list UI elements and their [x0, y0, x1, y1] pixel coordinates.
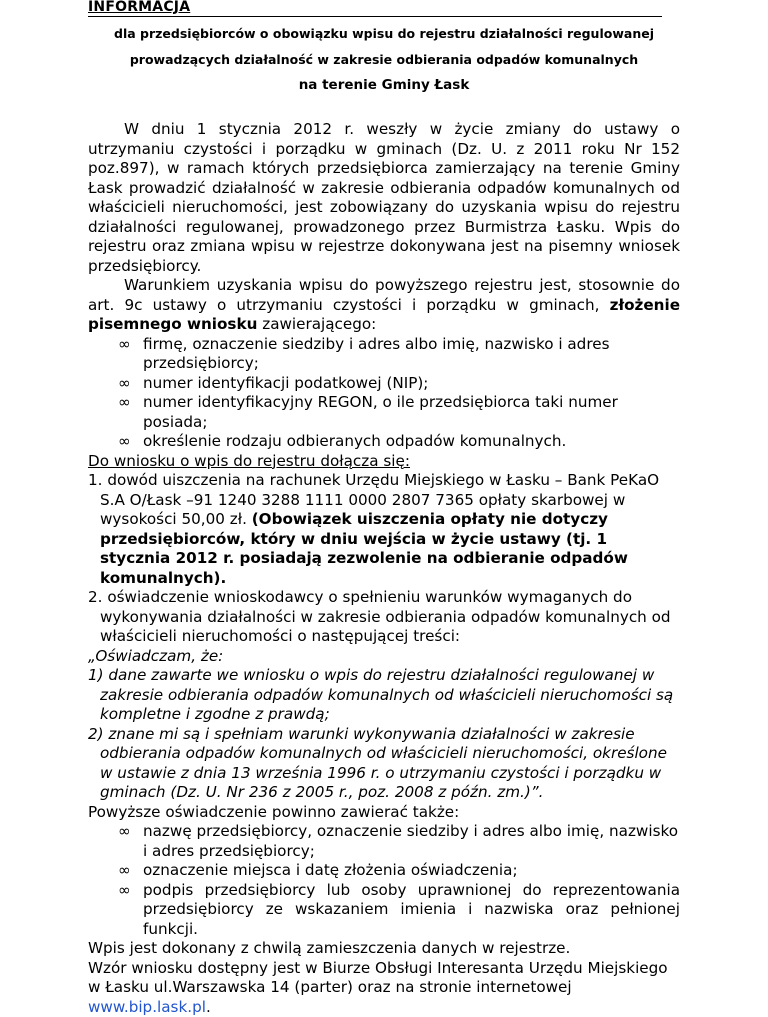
attachment-item-1 — [88, 471, 680, 588]
contents-list — [88, 335, 680, 452]
closing-end: . — [206, 998, 211, 1016]
condition-pre: Warunkiem uzyskania wpisu do powyższego rejestru jest, stosownie do art. 9c ustawy o utrzymaniu czystości i porządku w gminach, — [88, 276, 680, 314]
attachments-heading: Do wniosku o wpis do rejestru dołącza się: — [88, 452, 680, 472]
condition-paragraph — [88, 276, 680, 335]
list-item — [88, 374, 680, 394]
intro-paragraph: W dniu 1 stycznia 2012 r. weszły w życie zmiany do ustawy o utrzymaniu czystości i porządku w gminach (Dz. U. z 2011 roku Nr 152 poz.897), w ramach których przedsiębiorca zamierzający na terenie Gminy Łask prowadzić działalność w zakresie odbierania odpadów komunalnych od właścicieli nieruchomości, jest zobowiązany do uzyskania wpisu do rejestru działalności regulowanej, prowadzonego przez Burmistrza Łasku. Wpis do rejestru oraz zmiana wpisu w rejestrze dokonywana jest na pisemny wniosek przedsiębiorcy. — [88, 120, 680, 276]
subtitle-line-2: prowadzących działalność w zakresie odbierania odpadów komunalnych — [0, 50, 768, 70]
infinity-bullet-icon: ∞ — [118, 335, 131, 355]
infinity-bullet-icon: ∞ — [118, 432, 131, 452]
list-item — [88, 881, 680, 940]
list-item — [88, 432, 680, 452]
list-item-text: numer identyfikacyjny REGON, o ile przedsiębiorca taki numer posiada; — [143, 393, 618, 431]
list-item-text: podpis przedsiębiorcy lub osoby uprawnionej do reprezentowania przedsiębiorcy ze wskazaniem imienia i nazwiska oraz pełnionej funkcji. — [143, 881, 680, 938]
subtitle-line-1: dla przedsiębiorców o obowiązku wpisu do rejestru działalności regulowanej — [0, 24, 768, 44]
header-label: INFORMACJA — [88, 0, 190, 18]
closing-line-2 — [88, 959, 680, 1017]
infinity-bullet-icon: ∞ — [118, 822, 131, 842]
declaration-point-1: 1) dane zawarte we wniosku o wpis do rejestru działalności regulowanej w zakresie odbierania odpadów komunalnych od właścicieli nieruchomości są kompletne i zgodne z prawdą; — [88, 666, 680, 725]
infinity-bullet-icon: ∞ — [118, 881, 131, 901]
infinity-bullet-icon: ∞ — [118, 861, 131, 881]
closing-line-1: Wpis jest dokonany z chwilą zamieszczenia danych w rejestrze. — [88, 939, 680, 959]
infinity-bullet-icon: ∞ — [118, 374, 131, 394]
infinity-bullet-icon: ∞ — [118, 393, 131, 413]
list-item-text: oznaczenie miejsca i datę złożenia oświadczenia; — [143, 861, 518, 879]
condition-bold: złożenie pisemnego wniosku — [88, 296, 680, 334]
document-body — [88, 120, 680, 1017]
list-item-text: określenie rodzaju odbieranych odpadów komunalnych. — [143, 432, 566, 450]
attachment-item-1-text: 1. dowód uiszczenia na rachunek Urzędu Miejskiego w Łasku – Bank PeKaO S.A O/Łask –91 1240 3288 1111 0000 2807 7365 opłaty skarbowej w wysokości 50,00 zł. — [88, 471, 659, 528]
list-item-text: nazwę przedsiębiorcy, oznaczenie siedziby i adres albo imię, nazwisko i adres przedsiębiorcy; — [143, 822, 678, 860]
list-item — [88, 861, 680, 881]
closing-text: Wzór wniosku dostępny jest w Biurze Obsługi Interesanta Urzędu Miejskiego w Łasku ul.Warszawska 14 (parter) oraz na stronie internetowej — [88, 959, 668, 997]
subtitle-line-3: na terenie Gminy Łask — [0, 76, 768, 96]
attachment-item-2: 2. oświadczenie wnioskodawcy o spełnieniu warunków wymaganych do wykonywania działalności w zakresie odbierania odpadów komunalnych od właścicieli nieruchomości o następującej treści: — [88, 588, 680, 647]
declaration-point-2: 2) znane mi są i spełniam warunki wykonywania działalności w zakresie odbierania odpadów komunalnych od właścicieli nieruchomości, określone w ustawie z dnia 13 września 1996 r. o utrzymaniu czystości i porządku w gminach (Dz. U. Nr 236 z 2005 r., poz. 2008 z późn. zm.)”. — [88, 725, 680, 803]
also-heading: Powyższe oświadczenie powinno zawierać także: — [88, 803, 680, 823]
also-list — [88, 822, 680, 939]
list-item-text: numer identyfikacji podatkowej (NIP); — [143, 374, 428, 392]
list-item-text: firmę, oznaczenie siedziby i adres albo imię, nazwisko i adres przedsiębiorcy; — [143, 335, 609, 373]
list-item — [88, 335, 680, 374]
declaration-intro: „Oświadczam, że: — [88, 647, 680, 667]
attachment-item-1-note: (Obowiązek uiszczenia opłaty nie dotyczy przedsiębiorców, który w dniu wejścia w życie ustawy (tj. 1 stycznia 2012 r. posiadają zezwolenie na odbieranie odpadów komunalnych). — [100, 510, 628, 587]
condition-post: zawierającego: — [257, 315, 376, 333]
list-item — [88, 393, 680, 432]
list-item — [88, 822, 680, 861]
bip-link[interactable]: www.bip.lask.pl — [88, 998, 206, 1016]
